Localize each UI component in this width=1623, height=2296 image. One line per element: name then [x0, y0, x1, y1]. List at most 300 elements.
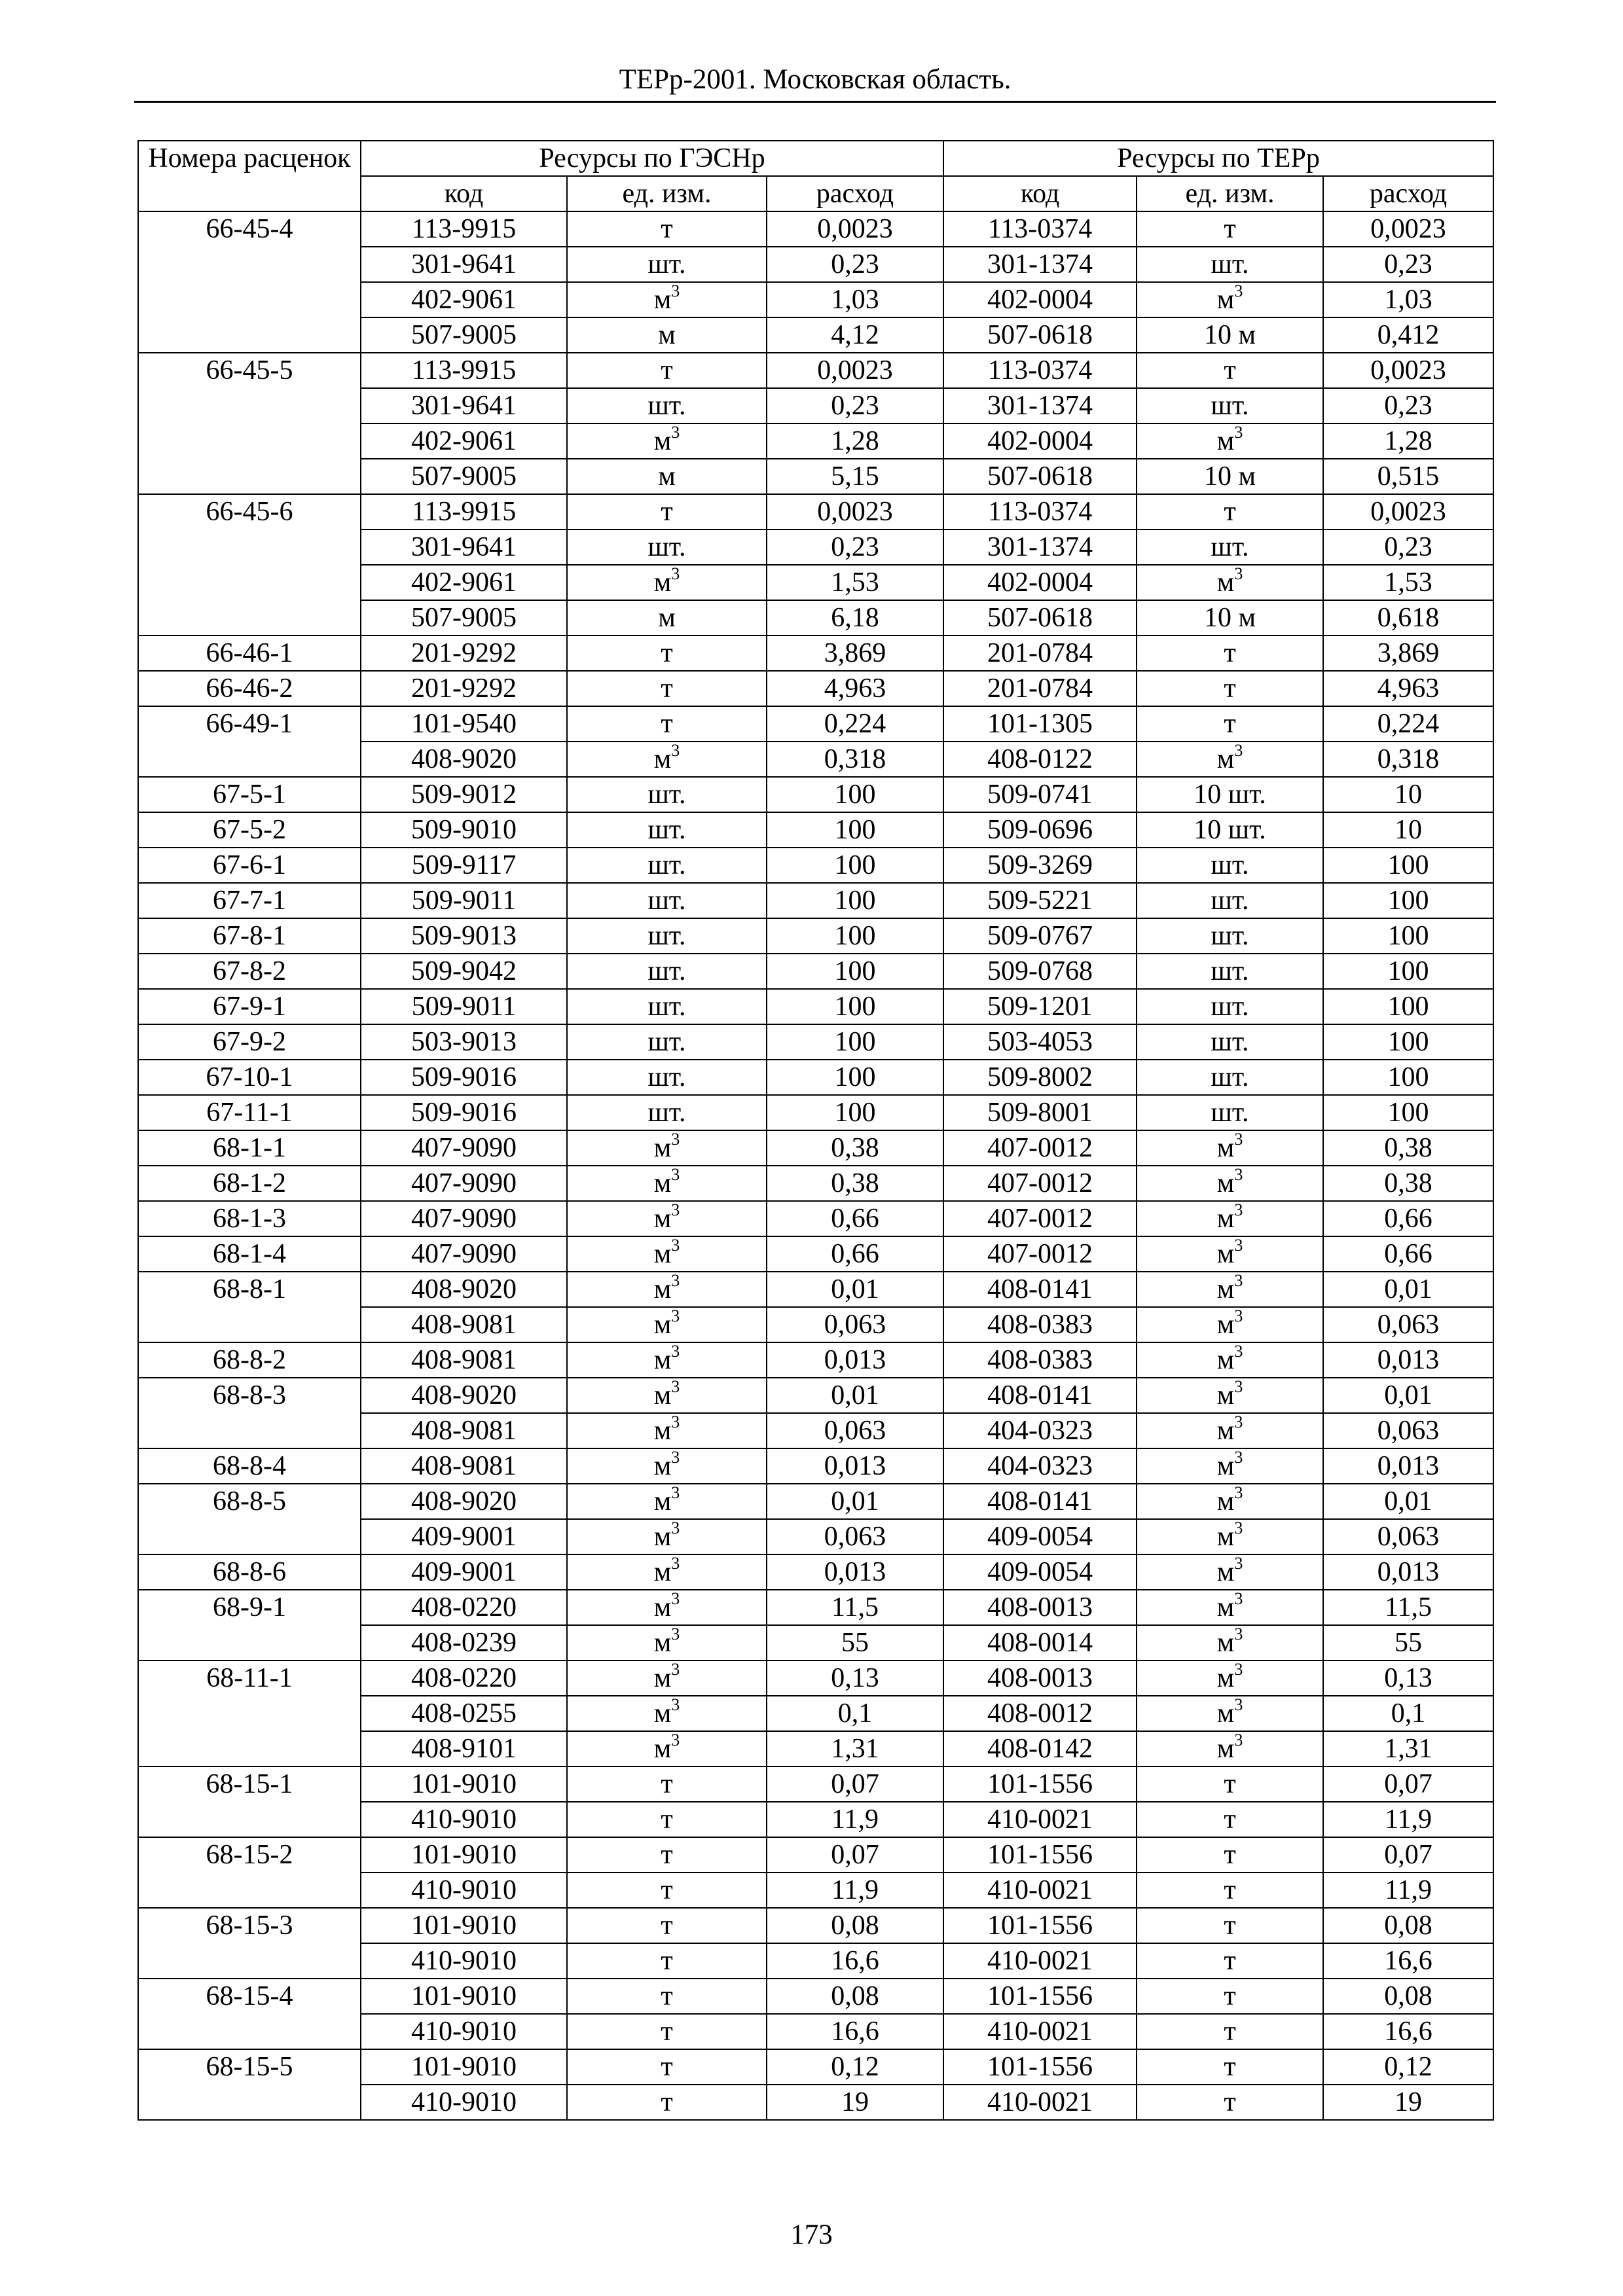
gesn-amount-header: расход — [767, 176, 943, 211]
unit-exponent: 3 — [671, 1519, 680, 1537]
gesn-unit-cell: шт. — [567, 883, 767, 918]
rate-number-cell: 67-8-1 — [138, 918, 361, 954]
ter-amount-cell: 100 — [1323, 918, 1493, 954]
ter-amount-cell: 4,963 — [1323, 671, 1493, 706]
gesn-amount-cell: 0,0023 — [767, 494, 943, 529]
unit-exponent: 3 — [671, 1378, 680, 1396]
table-row — [138, 812, 1493, 848]
rate-number-cell — [138, 1307, 361, 1342]
ter-amount-cell: 0,0023 — [1323, 494, 1493, 529]
ter-code-cell: 201-0784 — [943, 636, 1137, 671]
ter-code-cell: 509-0767 — [943, 918, 1137, 954]
ter-unit-cell: шт. — [1137, 1060, 1323, 1095]
ter-amount-cell: 0,07 — [1323, 1837, 1493, 1873]
ter-amount-cell: 0,23 — [1323, 529, 1493, 565]
table-row — [138, 247, 1493, 282]
gesn-code-cell: 408-9081 — [361, 1413, 567, 1448]
rate-number-cell — [138, 1873, 361, 1908]
table-row — [138, 1236, 1493, 1272]
gesn-amount-cell: 19 — [767, 2085, 943, 2120]
table-body — [138, 211, 1493, 2120]
ter-code-cell: 402-0004 — [943, 423, 1137, 459]
gesn-amount-cell: 0,08 — [767, 1908, 943, 1943]
rate-number-header: Номера расценок — [138, 141, 361, 211]
table-row — [138, 1802, 1493, 1837]
gesn-amount-cell: 0,0023 — [767, 211, 943, 247]
ter-unit-cell: т — [1137, 706, 1323, 742]
gesn-amount-cell: 11,5 — [767, 1590, 943, 1625]
gesn-code-cell: 407-9090 — [361, 1201, 567, 1236]
gesn-code-cell: 503-9013 — [361, 1024, 567, 1060]
gesn-amount-cell: 0,0023 — [767, 353, 943, 388]
rate-number-cell: 68-15-1 — [138, 1767, 361, 1802]
gesn-unit-cell: $м^3$ — [567, 1378, 767, 1413]
table-row — [138, 742, 1493, 777]
rate-number-cell: 67-9-2 — [138, 1024, 361, 1060]
ter-unit-cell: $м^3$ — [1137, 1342, 1323, 1378]
gesn-amount-cell: 0,318 — [767, 742, 943, 777]
ter-code-cell: 408-0141 — [943, 1378, 1137, 1413]
unit-exponent: 3 — [1234, 1448, 1243, 1467]
ter-amount-cell: 0,08 — [1323, 1979, 1493, 2014]
table-row — [138, 2049, 1493, 2085]
rate-number-cell: 68-15-3 — [138, 1908, 361, 1943]
ter-code-cell: 509-3269 — [943, 848, 1137, 883]
resource-table — [137, 140, 1494, 2121]
ter-amount-cell: 0,063 — [1323, 1519, 1493, 1554]
ter-code-cell: 410-0021 — [943, 1943, 1137, 1979]
gesn-code-cell: 509-9016 — [361, 1095, 567, 1130]
unit-exponent: 3 — [671, 1696, 680, 1714]
ter-unit-cell: $м^3$ — [1137, 1448, 1323, 1484]
ter-code-cell: 408-0141 — [943, 1484, 1137, 1519]
ter-amount-cell: 0,013 — [1323, 1554, 1493, 1590]
gesn-amount-cell: 1,53 — [767, 565, 943, 600]
page-title: ТЕРр-2001. Московская область. — [134, 59, 1496, 103]
gesn-unit-cell: шт. — [567, 777, 767, 812]
gesn-amount-cell: 0,13 — [767, 1660, 943, 1696]
gesn-unit-cell: шт. — [567, 848, 767, 883]
unit-exponent: 3 — [1234, 1272, 1243, 1290]
gesn-amount-cell: 5,15 — [767, 459, 943, 494]
unit-exponent: 3 — [671, 1484, 680, 1502]
ter-code-cell: 408-0141 — [943, 1272, 1137, 1307]
ter-code-cell: 101-1556 — [943, 1767, 1137, 1802]
ter-unit-cell: шт. — [1137, 989, 1323, 1024]
table-row — [138, 529, 1493, 565]
gesn-unit-cell: шт. — [567, 918, 767, 954]
ter-amount-cell: 0,515 — [1323, 459, 1493, 494]
unit-exponent: 3 — [671, 423, 680, 442]
ter-code-cell: 408-0383 — [943, 1307, 1137, 1342]
gesn-amount-cell: 0,38 — [767, 1130, 943, 1166]
table-row — [138, 353, 1493, 388]
gesn-code-cell: 509-9012 — [361, 777, 567, 812]
ter-amount-cell: 0,013 — [1323, 1342, 1493, 1378]
ter-code-cell: 408-0383 — [943, 1342, 1137, 1378]
gesn-code-cell: 101-9010 — [361, 2049, 567, 2085]
rate-number-cell — [138, 529, 361, 565]
gesn-unit-cell: $м^3$ — [567, 1342, 767, 1378]
unit-exponent: 3 — [671, 1236, 680, 1255]
table-row — [138, 388, 1493, 423]
ter-unit-cell: $м^3$ — [1137, 1484, 1323, 1519]
unit-exponent: 3 — [1234, 1731, 1243, 1749]
ter-amount-cell: 55 — [1323, 1625, 1493, 1660]
gesn-amount-cell: 4,963 — [767, 671, 943, 706]
rate-number-cell: 68-9-1 — [138, 1590, 361, 1625]
gesn-unit-header: ед. изм. — [567, 176, 767, 211]
gesn-amount-cell: 100 — [767, 883, 943, 918]
gesn-unit-cell: т — [567, 1873, 767, 1908]
gesn-code-cell: 113-9915 — [361, 494, 567, 529]
ter-unit-cell: шт. — [1137, 918, 1323, 954]
ter-amount-cell: 0,23 — [1323, 247, 1493, 282]
gesn-amount-cell: 0,23 — [767, 529, 943, 565]
gesn-amount-cell: 0,224 — [767, 706, 943, 742]
gesn-amount-cell: 0,12 — [767, 2049, 943, 2085]
gesn-amount-cell: 0,013 — [767, 1554, 943, 1590]
table-row — [138, 459, 1493, 494]
ter-code-cell: 113-0374 — [943, 211, 1137, 247]
gesn-amount-cell: 0,013 — [767, 1342, 943, 1378]
ter-amount-cell: 0,08 — [1323, 1908, 1493, 1943]
rate-number-cell: 68-15-4 — [138, 1979, 361, 2014]
gesn-amount-cell: 0,013 — [767, 1448, 943, 1484]
table-row — [138, 494, 1493, 529]
rate-number-cell: 67-9-1 — [138, 989, 361, 1024]
ter-unit-cell: $м^3$ — [1137, 742, 1323, 777]
table-row — [138, 954, 1493, 989]
gesn-code-cell: 101-9010 — [361, 1908, 567, 1943]
gesn-unit-cell: $м^3$ — [567, 1201, 767, 1236]
ter-amount-cell: 0,063 — [1323, 1307, 1493, 1342]
ter-unit-cell: шт. — [1137, 388, 1323, 423]
table-row — [138, 1590, 1493, 1625]
gesn-amount-cell: 0,23 — [767, 247, 943, 282]
gesn-amount-cell: 0,01 — [767, 1378, 943, 1413]
rate-number-cell — [138, 600, 361, 636]
table-row — [138, 1625, 1493, 1660]
gesn-amount-cell: 100 — [767, 848, 943, 883]
gesn-code-cell: 408-9020 — [361, 1378, 567, 1413]
ter-code-cell: 101-1556 — [943, 1837, 1137, 1873]
ter-amount-cell: 0,66 — [1323, 1236, 1493, 1272]
ter-amount-cell: 0,38 — [1323, 1166, 1493, 1201]
rate-number-cell: 68-8-3 — [138, 1378, 361, 1413]
ter-amount-cell: 0,0023 — [1323, 353, 1493, 388]
unit-exponent: 3 — [1234, 742, 1243, 760]
ter-code-cell: 408-0122 — [943, 742, 1137, 777]
table-row — [138, 211, 1493, 247]
table-row — [138, 317, 1493, 353]
ter-code-cell: 101-1305 — [943, 706, 1137, 742]
ter-code-cell: 404-0323 — [943, 1448, 1137, 1484]
table-row — [138, 1166, 1493, 1201]
ter-amount-cell: 0,12 — [1323, 2049, 1493, 2085]
gesn-code-cell: 408-9101 — [361, 1731, 567, 1767]
gesn-code-cell: 113-9915 — [361, 353, 567, 388]
gesn-amount-cell: 0,07 — [767, 1767, 943, 1802]
unit-exponent: 3 — [1234, 1130, 1243, 1149]
gesn-amount-cell: 100 — [767, 1024, 943, 1060]
gesn-code-cell: 408-0220 — [361, 1590, 567, 1625]
rate-number-cell: 66-49-1 — [138, 706, 361, 742]
gesn-amount-cell: 100 — [767, 918, 943, 954]
ter-unit-cell: $м^3$ — [1137, 1307, 1323, 1342]
unit-exponent: 3 — [671, 1201, 680, 1219]
ter-unit-cell: $м^3$ — [1137, 1625, 1323, 1660]
table-row — [138, 1201, 1493, 1236]
ter-amount-cell: 0,01 — [1323, 1272, 1493, 1307]
table-row — [138, 1448, 1493, 1484]
ter-amount-cell: 100 — [1323, 883, 1493, 918]
table-row — [138, 636, 1493, 671]
gesn-amount-cell: 100 — [767, 1095, 943, 1130]
gesn-amount-cell: 16,6 — [767, 2014, 943, 2049]
table-row — [138, 1413, 1493, 1448]
table-row — [138, 1979, 1493, 2014]
ter-unit-cell: 10 шт. — [1137, 812, 1323, 848]
gesn-amount-cell: 100 — [767, 954, 943, 989]
ter-code-cell: 113-0374 — [943, 494, 1137, 529]
unit-exponent: 3 — [671, 1342, 680, 1361]
ter-amount-cell: 10 — [1323, 777, 1493, 812]
gesn-amount-cell: 0,01 — [767, 1272, 943, 1307]
gesn-unit-cell: $м^3$ — [567, 1696, 767, 1731]
gesn-code-cell: 410-9010 — [361, 1802, 567, 1837]
ter-amount-cell: 0,13 — [1323, 1660, 1493, 1696]
gesn-unit-cell: т — [567, 706, 767, 742]
gesn-unit-cell: м — [567, 459, 767, 494]
gesn-unit-cell: т — [567, 353, 767, 388]
gesn-amount-cell: 6,18 — [767, 600, 943, 636]
rate-number-cell: 68-8-1 — [138, 1272, 361, 1307]
gesn-unit-cell: $м^3$ — [567, 1130, 767, 1166]
ter-unit-cell: 10 шт. — [1137, 777, 1323, 812]
rate-number-cell: 66-45-4 — [138, 211, 361, 247]
ter-code-cell: 407-0012 — [943, 1130, 1137, 1166]
gesn-unit-cell: т — [567, 211, 767, 247]
gesn-code-cell: 509-9016 — [361, 1060, 567, 1095]
rate-number-cell — [138, 2085, 361, 2120]
rate-number-cell — [138, 247, 361, 282]
ter-amount-cell: 3,869 — [1323, 636, 1493, 671]
ter-unit-cell: т — [1137, 1767, 1323, 1802]
gesn-unit-cell: $м^3$ — [567, 742, 767, 777]
gesn-unit-cell: шт. — [567, 247, 767, 282]
ter-code-cell: 407-0012 — [943, 1166, 1137, 1201]
ter-unit-cell: шт. — [1137, 1024, 1323, 1060]
gesn-unit-cell: $м^3$ — [567, 1625, 767, 1660]
gesn-code-cell: 507-9005 — [361, 459, 567, 494]
rate-number-cell: 68-15-2 — [138, 1837, 361, 1873]
ter-code-cell: 507-0618 — [943, 459, 1137, 494]
gesn-code-cell: 509-9117 — [361, 848, 567, 883]
ter-amount-cell: 1,53 — [1323, 565, 1493, 600]
gesn-code-cell: 407-9090 — [361, 1166, 567, 1201]
rate-number-cell — [138, 1731, 361, 1767]
unit-exponent: 3 — [671, 1307, 680, 1325]
gesn-code-cell: 410-9010 — [361, 1873, 567, 1908]
ter-code-cell: 402-0004 — [943, 282, 1137, 317]
ter-unit-cell: шт. — [1137, 529, 1323, 565]
gesn-unit-cell: т — [567, 494, 767, 529]
gesn-unit-cell: т — [567, 1837, 767, 1873]
ter-amount-cell: 100 — [1323, 1024, 1493, 1060]
ter-code-cell: 507-0618 — [943, 317, 1137, 353]
gesn-unit-cell: т — [567, 1943, 767, 1979]
ter-unit-cell: шт. — [1137, 954, 1323, 989]
ter-code-cell: 404-0323 — [943, 1413, 1137, 1448]
rate-number-cell: 67-7-1 — [138, 883, 361, 918]
gesn-code-cell: 408-0239 — [361, 1625, 567, 1660]
gesn-code-cell: 509-9013 — [361, 918, 567, 954]
rate-number-cell: 68-11-1 — [138, 1660, 361, 1696]
gesn-unit-cell: $м^3$ — [567, 1660, 767, 1696]
table-row — [138, 1519, 1493, 1554]
gesn-unit-cell: $м^3$ — [567, 565, 767, 600]
page-number: 173 — [790, 2219, 833, 2250]
gesn-code-cell: 301-9641 — [361, 388, 567, 423]
ter-amount-cell: 1,03 — [1323, 282, 1493, 317]
unit-exponent: 3 — [1234, 1660, 1243, 1679]
ter-amount-cell: 11,5 — [1323, 1590, 1493, 1625]
table-row — [138, 423, 1493, 459]
table-row — [138, 600, 1493, 636]
ter-code-cell: 509-0768 — [943, 954, 1137, 989]
unit-exponent: 3 — [1234, 1166, 1243, 1184]
ter-unit-cell: $м^3$ — [1137, 1272, 1323, 1307]
rate-number-cell: 68-1-1 — [138, 1130, 361, 1166]
gesn-amount-cell: 100 — [767, 812, 943, 848]
table-row — [138, 1060, 1493, 1095]
gesn-resources-header: Ресурсы по ГЭСНр — [361, 141, 943, 176]
ter-amount-cell: 0,1 — [1323, 1696, 1493, 1731]
rate-number-cell: 68-1-4 — [138, 1236, 361, 1272]
gesn-unit-cell: т — [567, 636, 767, 671]
ter-unit-cell: т — [1137, 211, 1323, 247]
gesn-code-cell: 101-9540 — [361, 706, 567, 742]
rate-number-cell — [138, 282, 361, 317]
gesn-unit-cell: $м^3$ — [567, 1519, 767, 1554]
gesn-code-cell: 408-9081 — [361, 1342, 567, 1378]
gesn-unit-cell: $м^3$ — [567, 1484, 767, 1519]
gesn-code-cell: 101-9010 — [361, 1837, 567, 1873]
ter-code-cell: 509-5221 — [943, 883, 1137, 918]
table-row — [138, 671, 1493, 706]
gesn-code-cell: 408-9081 — [361, 1307, 567, 1342]
ter-amount-cell: 0,23 — [1323, 388, 1493, 423]
ter-code-cell: 409-0054 — [943, 1554, 1137, 1590]
rate-number-cell: 68-8-5 — [138, 1484, 361, 1519]
gesn-amount-cell: 1,28 — [767, 423, 943, 459]
unit-exponent: 3 — [671, 1272, 680, 1290]
resource-table-container — [137, 140, 1493, 2121]
ter-unit-cell: т — [1137, 1908, 1323, 1943]
rate-number-cell — [138, 1802, 361, 1837]
table-row — [138, 989, 1493, 1024]
table-row — [138, 2085, 1493, 2120]
gesn-unit-cell: $м^3$ — [567, 1272, 767, 1307]
gesn-unit-cell: шт. — [567, 812, 767, 848]
gesn-amount-cell: 16,6 — [767, 1943, 943, 1979]
table-row — [138, 1272, 1493, 1307]
ter-unit-cell: $м^3$ — [1137, 1236, 1323, 1272]
ter-code-cell: 503-4053 — [943, 1024, 1137, 1060]
table-row — [138, 1943, 1493, 1979]
ter-code-cell: 101-1556 — [943, 2049, 1137, 2085]
ter-unit-cell: 10 м — [1137, 459, 1323, 494]
ter-unit-cell: т — [1137, 1802, 1323, 1837]
unit-exponent: 3 — [671, 742, 680, 760]
gesn-unit-cell: шт. — [567, 1095, 767, 1130]
unit-exponent: 3 — [671, 1590, 680, 1608]
table-row — [138, 1130, 1493, 1166]
gesn-code-cell: 407-9090 — [361, 1236, 567, 1272]
unit-exponent: 3 — [1234, 565, 1243, 583]
ter-code-cell: 409-0054 — [943, 1519, 1137, 1554]
unit-exponent: 3 — [671, 1554, 680, 1573]
gesn-amount-cell: 0,07 — [767, 1837, 943, 1873]
gesn-amount-cell: 0,23 — [767, 388, 943, 423]
ter-code-cell: 410-0021 — [943, 1802, 1137, 1837]
ter-amount-cell: 1,28 — [1323, 423, 1493, 459]
ter-unit-cell: т — [1137, 1979, 1323, 2014]
table-row — [138, 1342, 1493, 1378]
rate-number-cell — [138, 388, 361, 423]
table-row — [138, 282, 1493, 317]
ter-unit-cell: $м^3$ — [1137, 1590, 1323, 1625]
gesn-amount-cell: 100 — [767, 1060, 943, 1095]
rate-number-cell: 68-8-4 — [138, 1448, 361, 1484]
ter-unit-cell: $м^3$ — [1137, 1413, 1323, 1448]
ter-unit-cell: т — [1137, 353, 1323, 388]
ter-amount-cell: 19 — [1323, 2085, 1493, 2120]
rate-number-cell: 68-1-2 — [138, 1166, 361, 1201]
gesn-unit-cell: $м^3$ — [567, 1236, 767, 1272]
table-row — [138, 1767, 1493, 1802]
rate-number-cell: 67-6-1 — [138, 848, 361, 883]
rate-number-cell: 67-5-1 — [138, 777, 361, 812]
ter-amount-cell: 0,318 — [1323, 742, 1493, 777]
gesn-code-header: код — [361, 176, 567, 211]
gesn-unit-cell: $м^3$ — [567, 1307, 767, 1342]
table-row — [138, 1484, 1493, 1519]
gesn-code-cell: 408-9020 — [361, 1272, 567, 1307]
table-row — [138, 1024, 1493, 1060]
gesn-code-cell: 402-9061 — [361, 282, 567, 317]
rate-number-cell: 68-8-2 — [138, 1342, 361, 1378]
gesn-code-cell: 408-9020 — [361, 742, 567, 777]
gesn-code-cell: 408-0220 — [361, 1660, 567, 1696]
ter-unit-cell: шт. — [1137, 883, 1323, 918]
ter-unit-cell: $м^3$ — [1137, 1696, 1323, 1731]
ter-unit-cell: 10 м — [1137, 600, 1323, 636]
gesn-code-cell: 507-9005 — [361, 317, 567, 353]
unit-exponent: 3 — [1234, 282, 1243, 300]
gesn-amount-cell: 100 — [767, 777, 943, 812]
ter-amount-cell: 0,07 — [1323, 1767, 1493, 1802]
ter-code-cell: 301-1374 — [943, 388, 1137, 423]
ter-amount-cell: 16,6 — [1323, 1943, 1493, 1979]
gesn-amount-cell: 11,9 — [767, 1873, 943, 1908]
gesn-code-cell: 410-9010 — [361, 1943, 567, 1979]
table-row — [138, 848, 1493, 883]
gesn-unit-cell: т — [567, 2049, 767, 2085]
gesn-unit-cell: шт. — [567, 954, 767, 989]
table-row — [138, 1660, 1493, 1696]
